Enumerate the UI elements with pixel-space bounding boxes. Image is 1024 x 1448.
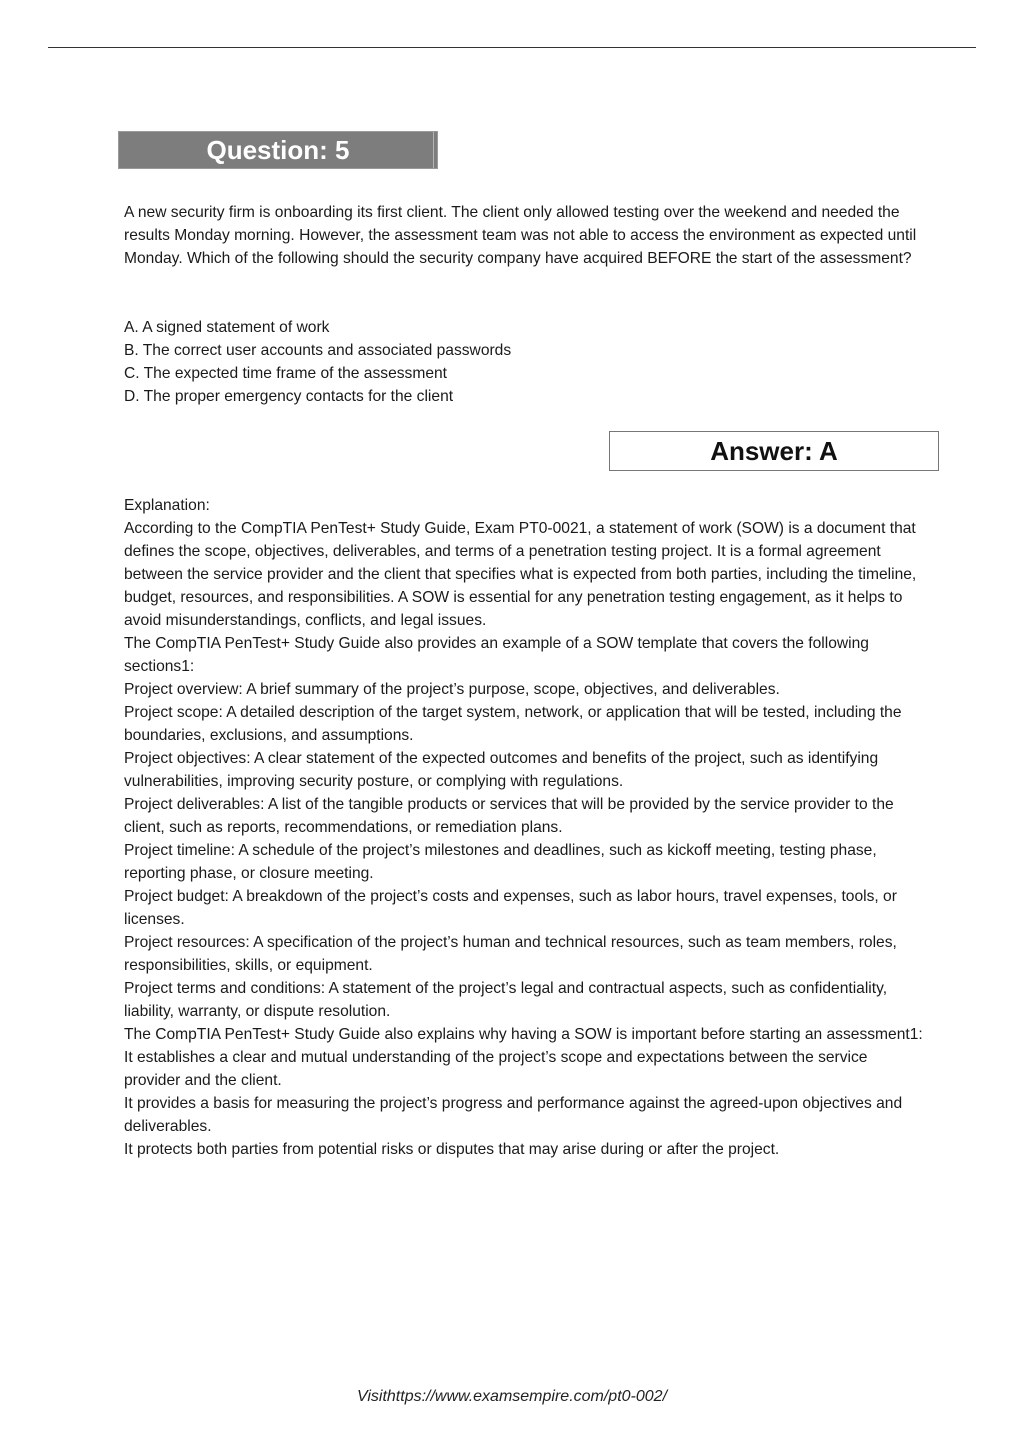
question-text-block <box>124 201 924 270</box>
explanation-item: Project objectives: A clear statement of the expected outcomes and benefits of the project, such as identifying vulnerabilities, improving security posture, or complying with regulations. <box>124 750 879 790</box>
option-b: B. The correct user accounts and associated passwords <box>124 342 512 359</box>
explanation-item: Project terms and conditions: A statement of the project’s legal and contractual aspects, such as confidentiality, liability, warranty, or dispute resolution. <box>124 980 888 1020</box>
explanation-item: Project budget: A breakdown of the project’s costs and expenses, such as labor hours, travel expenses, tools, or licenses. <box>124 888 897 928</box>
question-header <box>118 131 438 169</box>
explanation-item: It establishes a clear and mutual understanding of the project’s scope and expectations between the service provider and the client. <box>124 1049 868 1089</box>
option-a: A. A signed statement of work <box>124 319 330 336</box>
explanation-item: Project deliverables: A list of the tangible products or services that will be provided by the service provider to the client, such as reports, recommendations, or remediation plans. <box>124 796 894 836</box>
explanation-heading: Explanation: <box>124 497 210 514</box>
footer-link[interactable]: Visithttps://www.examsempire.com/pt0-002/ <box>356 1388 668 1405</box>
explanation-paragraph: According to the CompTIA PenTest+ Study Guide, Exam PT0-0021, a statement of work (SOW) is a document that defines the scope, objectives, deliverables, and terms of a penetration testing project. It is a formal agreement between the service provider and the client that specifies what is expected from both parties, including the timeline, budget, resources, and responsibilities. A SOW is essential for any penetration testing engagement, as it helps to avoid misunderstandings, conflicts, and legal issues. <box>124 520 917 629</box>
option-c: C. The expected time frame of the assessment <box>124 365 447 382</box>
explanation-block <box>124 494 924 1161</box>
answer-box <box>609 431 939 471</box>
question-title: Question: 5 <box>206 134 350 165</box>
explanation-item: Project scope: A detailed description of the target system, network, or application that will be tested, including the boundaries, exclusions, and assumptions. <box>124 704 902 744</box>
explanation-paragraph: The CompTIA PenTest+ Study Guide also provides an example of a SOW template that covers the following sections1: <box>124 635 869 675</box>
header-rule <box>48 47 976 48</box>
answer-title: Answer: A <box>710 435 838 466</box>
options-list <box>124 316 924 408</box>
option-d: D. The proper emergency contacts for the client <box>124 388 454 405</box>
question-text: A new security firm is onboarding its first client. The client only allowed testing over the weekend and needed the results Monday morning. However, the assessment team was not able to access the environment as expected until Monday. Which of the following should the security company have acquired BEFORE the start of the assessment? <box>124 204 917 267</box>
explanation-item: Project timeline: A schedule of the project’s milestones and deadlines, such as kickoff meeting, testing phase, reporting phase, or closure meeting. <box>124 842 877 882</box>
explanation-item: Project overview: A brief summary of the project’s purpose, scope, objectives, and deliverables. <box>124 681 780 698</box>
explanation-item: It provides a basis for measuring the project’s progress and performance against the agreed-upon objectives and deliverables. <box>124 1095 903 1135</box>
explanation-paragraph: The CompTIA PenTest+ Study Guide also explains why having a SOW is important before starting an assessment1: <box>124 1026 923 1043</box>
explanation-item: It protects both parties from potential risks or disputes that may arise during or after the project. <box>124 1141 780 1158</box>
explanation-item: Project resources: A specification of the project’s human and technical resources, such as team members, roles, responsibilities, skills, or equipment. <box>124 934 897 974</box>
